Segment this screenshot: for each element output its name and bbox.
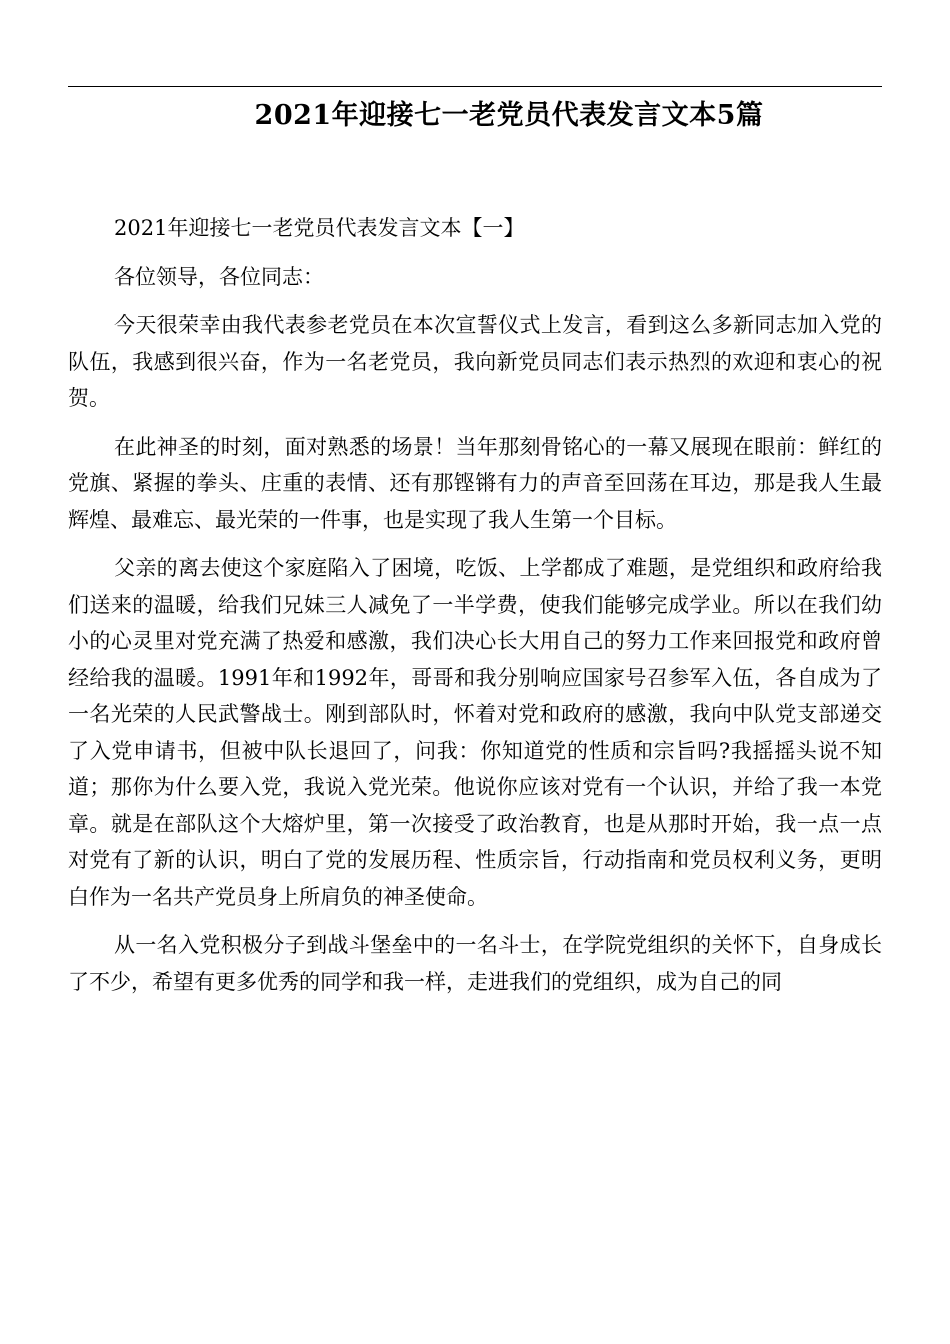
body-paragraph: 在此神圣的时刻，面对熟悉的场景！当年那刻骨铭心的一幕又展现在眼前：鲜红的党旗、紧握的拳头、庄重的表情、还有那铿锵有力的声音至回荡在耳边，那是我人生最辉煌、最难忘、最光荣的一件事，也是实现了我人生第一个目标。 bbox=[68, 434, 882, 532]
document-body bbox=[68, 210, 882, 1012]
section-heading: 2021年迎接七一老党员代表发言文本【一】 bbox=[114, 216, 525, 240]
document-title: 2021年迎接七一老党员代表发言文本5篇 bbox=[254, 100, 764, 131]
salutation: 各位领导，各位同志： bbox=[114, 264, 324, 289]
body-paragraph: 父亲的离去使这个家庭陷入了困境，吃饭、上学都成了难题，是党组织和政府给我们送来的温暖，给我们兄妹三人减免了一半学费，使我们能够完成学业。所以在我们幼小的心灵里对党充满了热爱和感激，我们决心长大用自己的努力工作来回报党和政府曾经给我的温暖。1991年和1992年，哥哥和我分别响应国家号召参军入伍，各自成为了一名光荣的人民武警战士。刚到部队时，怀着对党和政府的感激，我向中队党支部递交了入党申请书，但被中队长退回了，问我：你知道党的性质和宗旨吗?我摇摇头说不知道；那你为什么要入党，我说入党光荣。他说你应该对党有一个认识，并给了我一本党章。就是在部队这个大熔炉里，第一次接受了政治教育，也是从那时开始，我一点一点对党有了新的认识，明白了党的发展历程、性质宗旨，行动指南和党员权利义务，更明白作为一名共产党员身上所肩负的神圣使命。 bbox=[68, 556, 882, 909]
header-rule bbox=[68, 86, 882, 87]
body-paragraph: 今天很荣幸由我代表参老党员在本次宣誓仪式上发言，看到这么多新同志加入党的队伍，我感到很兴奋，作为一名老党员，我向新党员同志们表示热烈的欢迎和衷心的祝贺。 bbox=[68, 313, 882, 410]
body-paragraph: 从一名入党积极分子到战斗堡垒中的一名斗士，在学院党组织的关怀下，自身成长了不少，希望有更多优秀的同学和我一样，走进我们的党组织，成为自己的同 bbox=[68, 933, 882, 994]
